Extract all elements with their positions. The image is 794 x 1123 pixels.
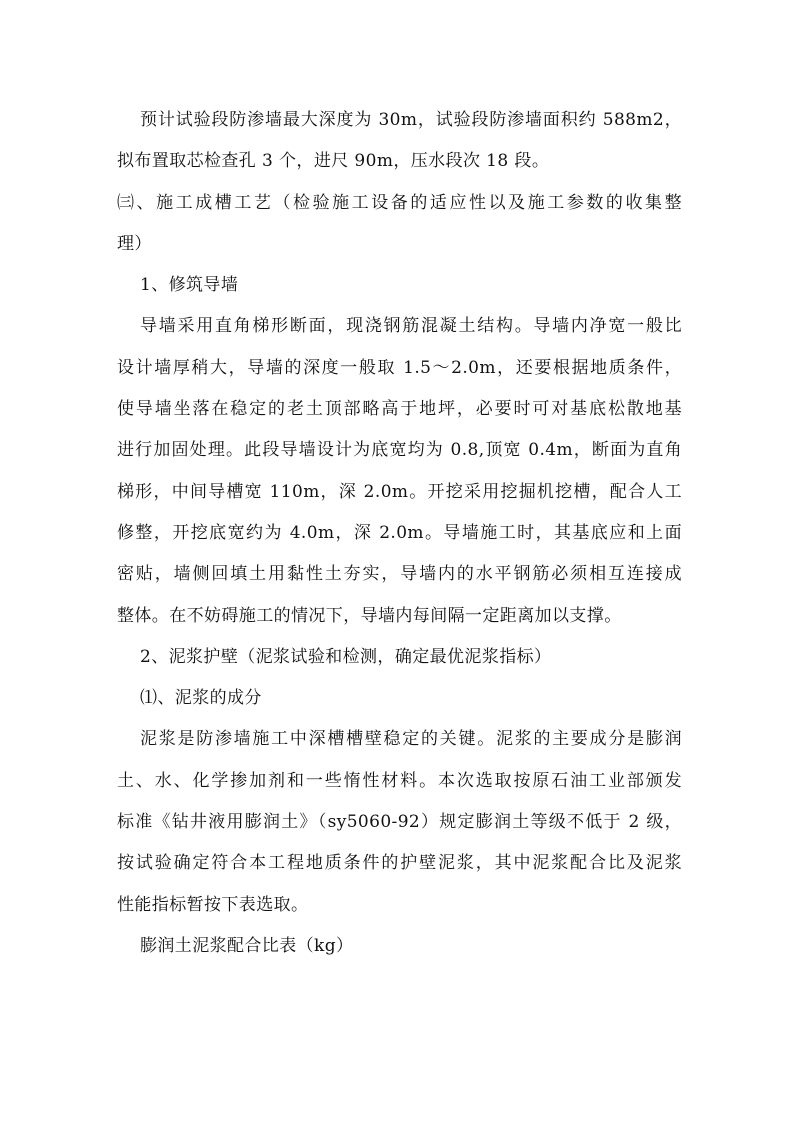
paragraph-line: 预计试验段防渗墙最大深度为 30m，试验段防渗墙面积约 588m2， [140,110,682,130]
paragraph-line: 进行加固处理。此段导墙设计为底宽均为 0.8,顶宽 0.4m，断面为直角 [117,440,682,461]
paragraph-line: 梯形，中间导槽宽 110m，深 2.0m。开挖采用挖掘机挖槽，配合人工 [117,481,682,502]
section-heading: ㈢、施工成槽工艺（检验施工设备的适应性以及施工参数的收集整 [117,192,682,213]
subsection-heading: 1、修筑导墙 [140,275,239,296]
paragraph-line: 拟布置取芯检查孔 3 个，进尺 90m，压水段次 18 段。 [117,151,550,172]
paragraph-line: 使导墙坐落在稳定的老土顶部略高于地坪，必要时可对基底松散地基 [117,399,682,420]
paragraph-line: 密贴，墙侧回填土用黏性土夯实，导墙内的水平钢筋必须相互连接成 [117,564,682,585]
paragraph-line: 标准《钻井液用膨润土》（sy5060-92）规定膨润土等级不低于 2 级， [117,812,682,833]
table-caption: 膨润土泥浆配合比表（kg） [140,935,354,956]
paragraph-line: 整体。在不妨碍施工的情况下，导墙内每间隔一定距离加以支撑。 [117,605,622,626]
paragraph-line: 泥浆是防渗墙施工中深槽槽壁稳定的关键。泥浆的主要成分是膨润 [140,729,682,750]
section-heading-continuation: 理） [117,233,152,254]
subsection-heading: 2、泥浆护壁（泥浆试验和检测，确定最优泥浆指标） [140,646,552,667]
paragraph-line: 土、水、化学掺加剂和一些惰性材料。本次选取按原石油工业部颁发 [117,770,682,791]
document-body [117,100,682,967]
paragraph-line: 导墙采用直角梯形断面，现浇钢筋混凝土结构。导墙内净宽一般比 [140,316,682,337]
paragraph-line: 修整，开挖底宽约为 4.0m，深 2.0m。导墙施工时，其基底应和上面 [117,522,682,543]
paragraph-line: 按试验确定符合本工程地质条件的护壁泥浆，其中泥浆配合比及泥浆 [117,853,682,874]
subsubsection-heading: ⑴、泥浆的成分 [140,688,262,709]
paragraph-line: 设计墙厚稍大，导墙的深度一般取 1.5～2.0m，还要根据地质条件， [117,357,682,378]
paragraph-line: 性能指标暂按下表选取。 [117,894,309,915]
